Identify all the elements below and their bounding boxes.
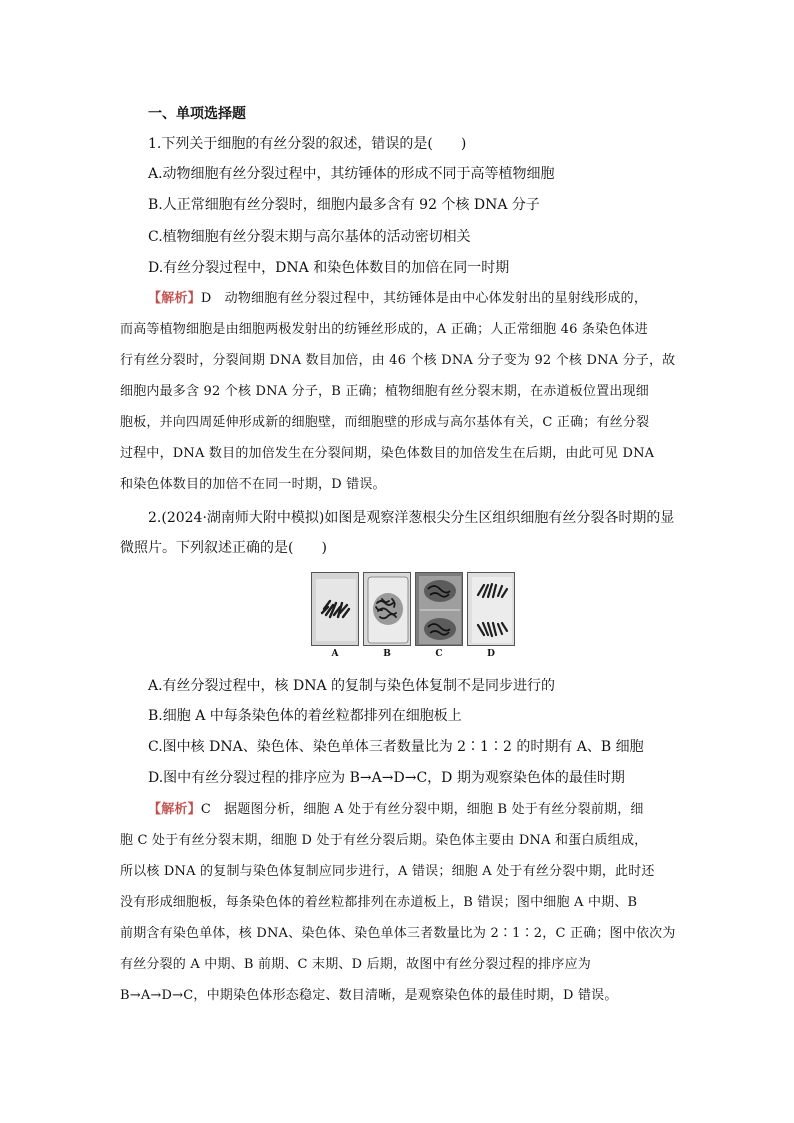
analysis-tag: 【解析】: [148, 291, 201, 306]
q2-analysis-line: B→A→D→C，中期染色体形态稳定、数目清晰，是观察染色体的最佳时期，D 错误。: [120, 988, 618, 1003]
q2-option-a: A.有丝分裂过程中，核 DNA 的复制与染色体复制不是同步进行的: [148, 678, 556, 694]
micrograph-label-b: B: [383, 649, 391, 659]
q2-analysis-line: 【解析】C 据题图分析，细胞 A 处于有丝分裂中期，细胞 B 处于有丝分裂前期，细: [148, 802, 644, 817]
q1-analysis-line: 胞板，并向四周延伸形成新的细胞壁，而细胞壁的形成与高尔基体有关，C 正确；有丝分裂: [120, 415, 650, 430]
micrograph-label-a: A: [331, 649, 339, 659]
q1-analysis-line: 行有丝分裂时，分裂间期 DNA 数目加倍，由 46 个核 DNA 分子变为 92 个核 DNA 分子，故: [120, 353, 676, 368]
q1-option-d: D.有丝分裂过程中，DNA 和染色体数目的加倍在同一时期: [148, 260, 510, 276]
q1-option-a: A.动物细胞有丝分裂过程中，其纺锤体的形成不同于高等植物细胞: [148, 166, 555, 182]
q1-analysis-line: 细胞内最多含 92 个核 DNA 分子，B 正确；植物细胞有丝分裂末期，在赤道板位置出现细: [120, 384, 649, 399]
q2-stem-line2: 微照片。下列叙述正确的是( ): [120, 540, 327, 556]
q2-analysis-line: 前期含有染色单体，核 DNA、染色体、染色单体三者数量比为 2∶1∶2，C 正确；图中依次为: [120, 926, 676, 941]
micrograph-panel-c: [415, 572, 463, 646]
q1-analysis-line: 过程中，DNA 数目的加倍发生在分裂间期，染色体数目的加倍发生在后期，由此可见 DNA: [120, 446, 655, 461]
micrograph-panel-d: [467, 572, 515, 646]
micrograph-panel-a: [311, 572, 359, 646]
q2-option-d: D.图中有丝分裂过程的排序应为 B→A→D→C，D 期为观察染色体的最佳时期: [148, 770, 625, 786]
q2-analysis-line: 有丝分裂的 A 中期、B 前期、C 末期、D 后期，故图中有丝分裂过程的排序应为: [120, 957, 591, 972]
q1-analysis-line: 和染色体数目的加倍不在同一时期，D 错误。: [120, 477, 386, 492]
q2-analysis-line: 没有形成细胞板，每条染色体的着丝粒都排列在赤道板上，B 错误；图中细胞 A 中期、B: [120, 895, 638, 910]
micrograph-label-d: D: [487, 649, 495, 659]
analysis-tag: 【解析】: [148, 802, 201, 817]
q2-option-c: C.图中核 DNA、染色体、染色单体三者数量比为 2∶1∶2 的时期有 A、B 细胞: [148, 739, 644, 755]
q2-stem-line1: 2.(2024·湖南师大附中模拟)如图是观察洋葱根尖分生区组织细胞有丝分裂各时期的显: [148, 510, 675, 526]
q1-option-c: C.植物细胞有丝分裂末期与高尔基体的活动密切相关: [148, 229, 471, 245]
q1-option-b: B.人正常细胞有丝分裂时，细胞内最多含有 92 个核 DNA 分子: [148, 197, 540, 213]
q1-stem: 1.下列关于细胞的有丝分裂的叙述，错误的是( ): [148, 136, 467, 152]
micrograph-figure: [311, 572, 521, 662]
q1-analysis-line: 而高等植物细胞是由细胞两极发射出的纺锤丝形成的，A 正确；人正常细胞 46 条染色体进: [120, 322, 648, 337]
q1-analysis-line: 【解析】D 动物细胞有丝分裂过程中，其纺锤体是由中心体发射出的星射线形成的，: [148, 291, 648, 306]
q2-analysis-line: 胞 C 处于有丝分裂末期，细胞 D 处于有丝分裂后期。染色体主要由 DNA 和蛋白质组成，: [120, 833, 648, 848]
q2-option-b: B.细胞 A 中每条染色体的着丝粒都排列在细胞板上: [148, 708, 462, 724]
section-heading: 一、单项选择题: [148, 106, 246, 122]
q2-analysis-line: 所以核 DNA 的复制与染色体复制应同步进行，A 错误；细胞 A 处于有丝分裂中期，此时还: [120, 864, 655, 879]
micrograph-panel-b: [363, 572, 411, 646]
micrograph-label-c: C: [435, 649, 443, 659]
